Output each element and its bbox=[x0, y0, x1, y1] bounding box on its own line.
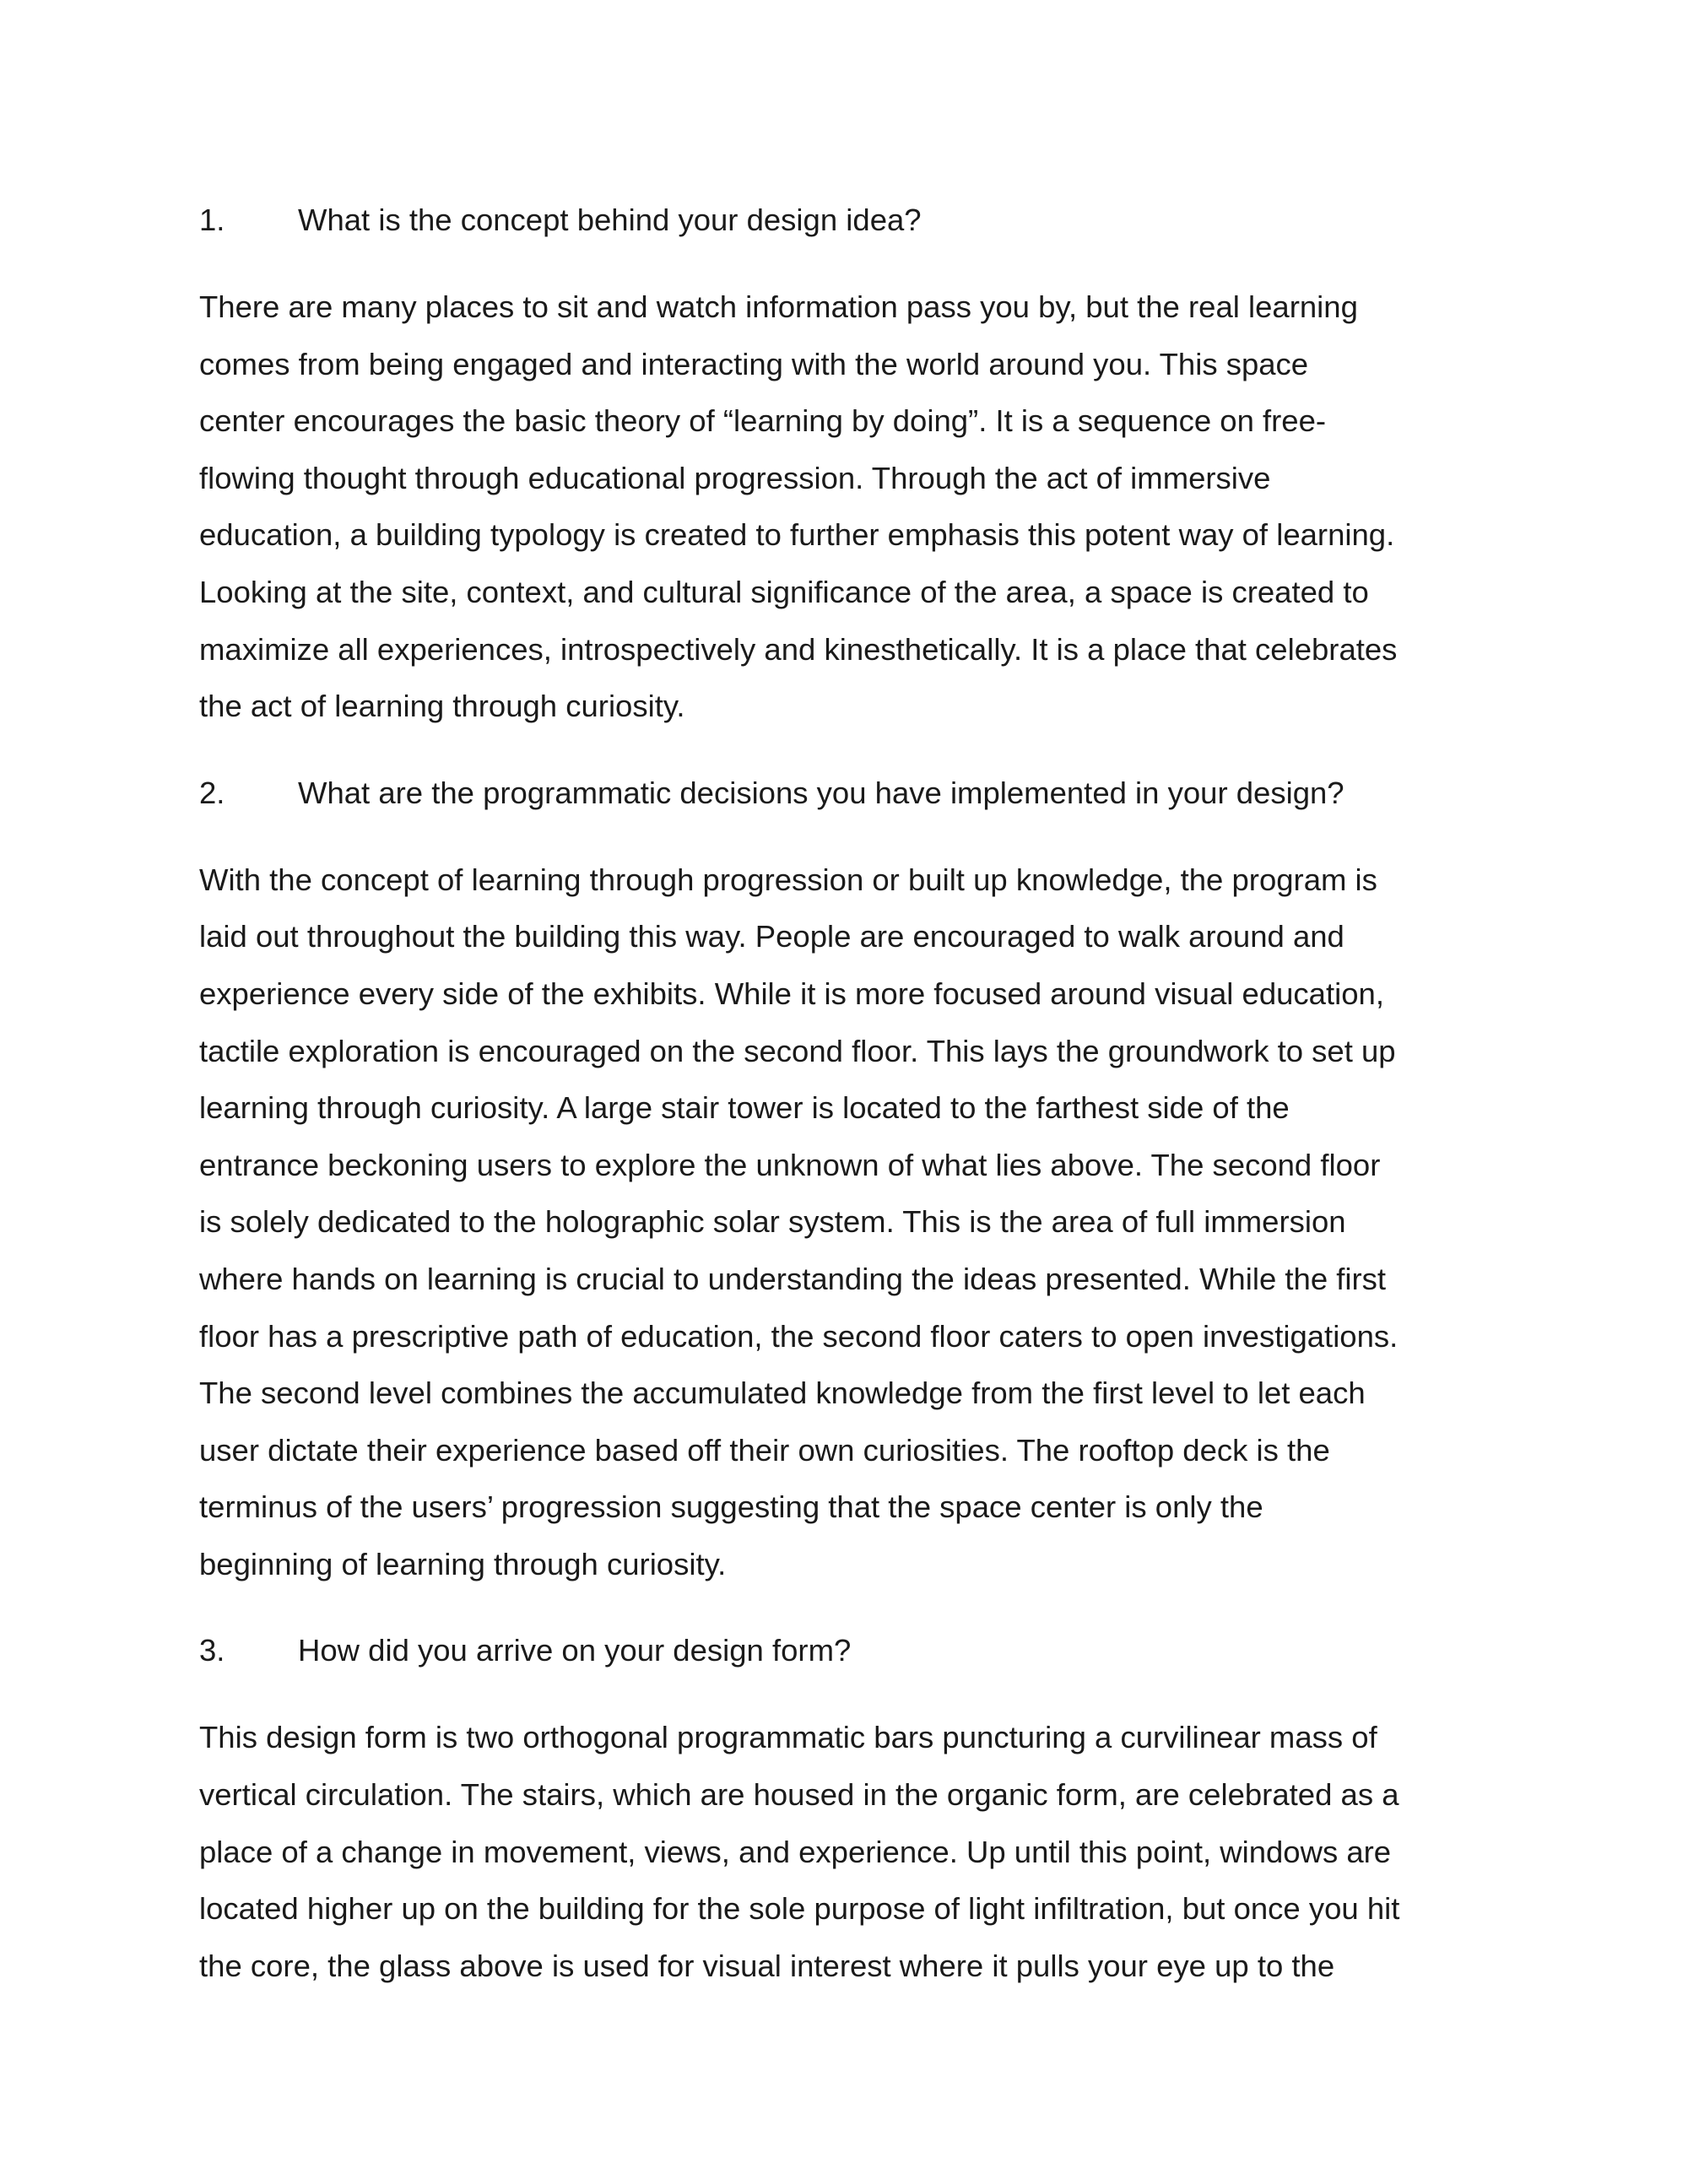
question-text: What are the programmatic decisions you have implemented in your design? bbox=[298, 775, 1344, 810]
answer-line: comes from being engaged and interacting with the world around you. This space bbox=[199, 346, 1309, 381]
question-text: What is the concept behind your design idea? bbox=[298, 203, 922, 237]
answer-line: Looking at the site, context, and cultural significance of the area, a space is created to bbox=[199, 574, 1369, 609]
document-body bbox=[199, 201, 1507, 2033]
answer-line: place of a change in movement, views, and experience. Up until this point, windows are bbox=[199, 1834, 1392, 1869]
answer-line: center encourages the basic theory of “learning by doing”. It is a sequence on free- bbox=[199, 403, 1327, 439]
answer-paragraph-3 bbox=[199, 1709, 1507, 1994]
answer-line: There are many places to sit and watch information pass you by, but the real learning bbox=[199, 289, 1358, 324]
answer-line: laid out throughout the building this way. People are encouraged to walk around and bbox=[199, 919, 1344, 954]
answer-line: entrance beckoning users to explore the unknown of what lies above. The second floor bbox=[199, 1147, 1381, 1182]
answer-line: user dictate their experience based off their own curiosities. The rooftop deck is the bbox=[199, 1432, 1330, 1468]
answer-paragraph-1 bbox=[199, 278, 1507, 735]
question-number: 3. bbox=[199, 1633, 225, 1668]
answer-line: vertical circulation. The stairs, which are housed in the organic form, are celebrated as a bbox=[199, 1777, 1399, 1813]
answer-line: the act of learning through curiosity. bbox=[199, 689, 685, 724]
answer-line: This design form is two orthogonal programmatic bars puncturing a curvilinear mass of bbox=[199, 1720, 1377, 1755]
question-number: 1. bbox=[199, 203, 225, 237]
answer-line: tactile exploration is encouraged on the second floor. This lays the groundwork to set up bbox=[199, 1033, 1396, 1068]
answer-line: education, a building typology is created to further emphasis this potent way of learning. bbox=[199, 517, 1395, 553]
answer-line: is solely dedicated to the holographic solar system. This is the area of full immersion bbox=[199, 1204, 1346, 1240]
answer-line: the core, the glass above is used for visual interest where it pulls your eye up to the bbox=[199, 1948, 1335, 1983]
answer-line: The second level combines the accumulated knowledge from the first level to let each bbox=[199, 1376, 1366, 1411]
answer-line: maximize all experiences, introspectively and kinesthetically. It is a place that celebrates bbox=[199, 631, 1398, 667]
answer-line: experience every side of the exhibits. While it is more focused around visual education, bbox=[199, 976, 1384, 1011]
answer-line: located higher up on the building for the sole purpose of light infiltration, but once you hit bbox=[199, 1891, 1400, 1927]
answer-paragraph-2 bbox=[199, 851, 1507, 1593]
question-number: 2. bbox=[199, 775, 225, 810]
answer-line: terminus of the users’ progression suggesting that the space center is only the bbox=[199, 1489, 1263, 1525]
question-heading-1 bbox=[199, 201, 1507, 240]
answer-line: learning through curiosity. A large stair tower is located to the farthest side of the bbox=[199, 1090, 1290, 1126]
question-heading-2 bbox=[199, 774, 1507, 813]
answer-line: beginning of learning through curiosity. bbox=[199, 1546, 727, 1581]
answer-line: where hands on learning is crucial to understanding the ideas presented. While the first bbox=[199, 1261, 1387, 1296]
question-text: How did you arrive on your design form? bbox=[298, 1633, 852, 1668]
question-heading-3 bbox=[199, 1631, 1507, 1670]
answer-line: flowing thought through educational progression. Through the act of immersive bbox=[199, 460, 1271, 495]
answer-line: With the concept of learning through progression or built up knowledge, the program is bbox=[199, 862, 1377, 897]
answer-line: floor has a prescriptive path of education, the second floor caters to open investigations. bbox=[199, 1318, 1399, 1354]
